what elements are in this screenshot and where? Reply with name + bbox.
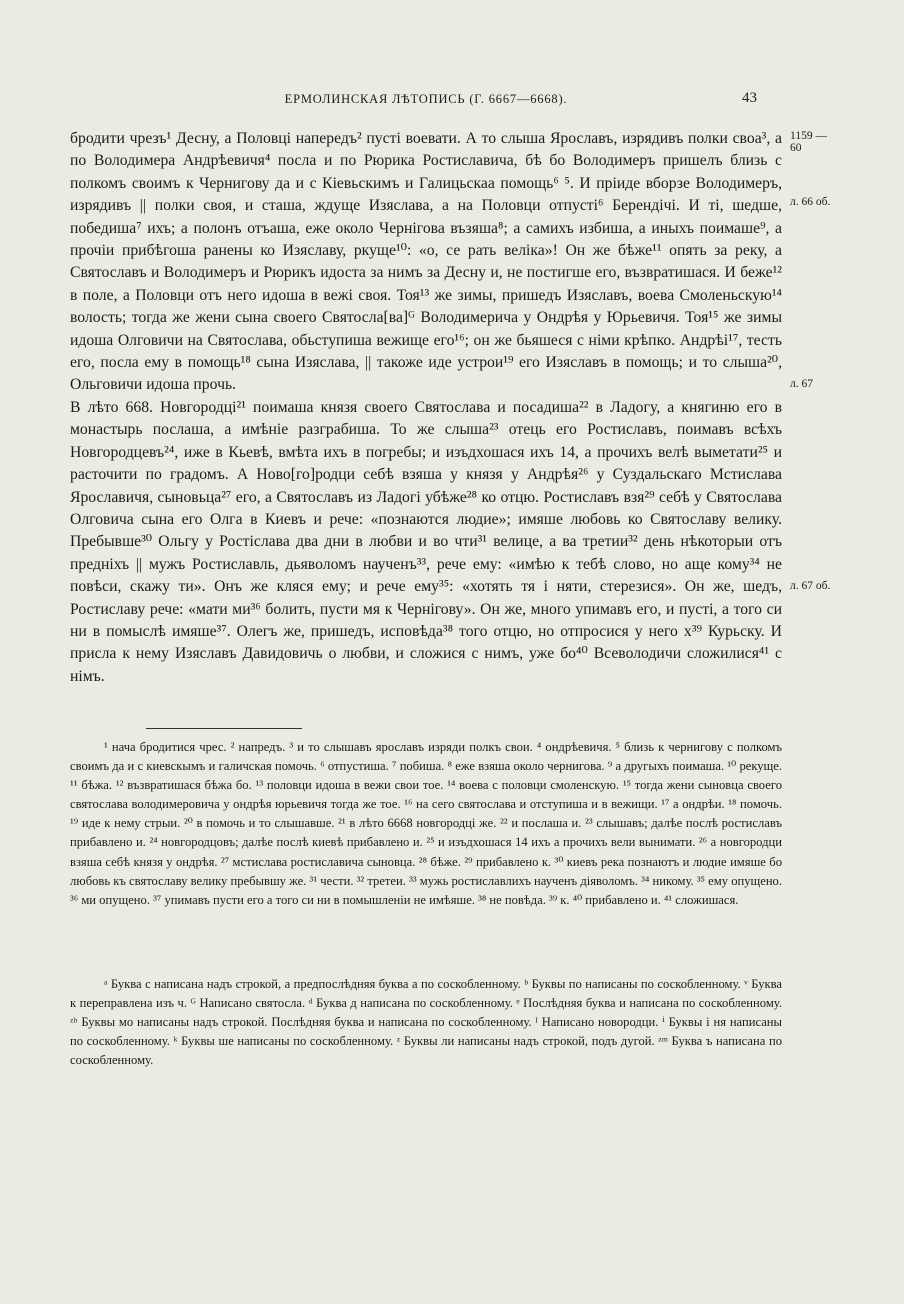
- chronicle-paragraph-6668: В лѣто 668. Новгородці²¹ поимаша князя своего Святослава и посадиша²² в Ладогу, а княгиню его в монастырь послаша, а имѣніе разграбиша. То же слыша²³ отець его Ростиславъ, поимавъ всѣхъ Новгородцевъ²⁴, иже в Кьевѣ, вмѣта ихъ в погребы; и изъдхошася ихъ 14, а прочихъ велѣ выметати²⁵ и расточити по градомъ. А Ново[го]родци себѣ взяша у князя у Андрѣя²⁶ у Суздальскаго Мстислава Ярославичя, сыновьца²⁷ его, а Святославъ из Ладогі убѣже²⁸ ко отцю. Ростиславъ взя²⁹ себѣ у Святослава Олговича сына его Олга в Киевъ и рече: «познаются людие»; имяше любовь ко Святославу велику. Пребывше³⁰ Ольгу у Ростіслава два дни в любви и во чти³¹ велице, а ва третии³² день нѣкоторыи отъ преднiхъ || мужъ Ростиславль, дьяволомъ наученъ³³, рече ему: «имѣю к тебѣ слово, но аще кому³⁴ не повѣси, скажу ти». Онъ же кляся ему; и рече ему³⁵: «хотять тя і няти, стерезися». Он же, шедъ, Ростиславу рече: «мати ми³⁶ болить, пусти мя к Чернігову». Он же, много упимавъ его, и пусті, а того си ни в помыслѣ имяше³⁷. Олегъ же, пришедъ, исповѣда³⁸ того отцю, но отпросися у него х³⁹ Курьску. И присла к нему Изяславъ Давидовичь о любви, и сложися с нимъ, уже бо⁴⁰ Всеволодичи сложилися⁴¹ с німъ.: [70, 398, 782, 685]
- textual-notes-text: ᵃ Буква с написана надъ строкой, а предпослѣдняя буква а по соскобленному. ᵇ Буквы по написаны по соскобленному. ᵛ Буква к переправлена изъ ч. ᴳ Написано святосла. ᵈ Буква д написана по соскобленному. ᵉ Послѣдняя буква и написана по соскобленному. ᶻʰ Буквы мо написаны надъ строкой. Послѣдняя буква и написана по соскобленному. ᴵ Написано новородци. ⁱ Буквы і ня написаны по соскобленному. ᵏ Буквы ше написаны по соскобленному. ᶻ Буквы ли написаны надъ строкой, подъ дугой. ᶻᵐ Буква ъ написана по соскобленному.: [70, 977, 782, 1068]
- running-title: ЕРМОЛИНСКАЯ ЛѢТОПИСЬ (Г. 6667—6668).: [284, 92, 568, 106]
- textual-notes: [70, 975, 782, 1070]
- footnotes-text: ¹ нача бродитися чрес. ² напредъ. ³ и то слышавъ ярославъ изряди полкъ свои. ⁴ ондрѣевичя. ⁵ близь к чернигову с полкомъ своимъ да и с киевскымъ и галичская помочь. ⁶ отпустиша. ⁷ побиша. ⁸ еже взяша около чернигова. ⁹ а другыхъ поимаша. ¹⁰ рекуще. ¹¹ бѣжа. ¹² възвратишася бѣжа бо. ¹³ половци идоша в вежи свои тое. ¹⁴ воева с половци смоленскую. ¹⁵ тогда жени сыновца своего святослава володимеровича у ондрѣя юрьевичя тогда же тое. ¹⁶ на сего святослава и отступиша и в вежищи. ¹⁷ а ондрѣи. ¹⁸ помочь. ¹⁹ иде к нему стрыи. ²⁰ в помочь и то слышавше. ²¹ в лѣто 6668 новгородці же. ²² и послаша и. ²³ слышавъ; далѣе послѣ ростиславъ прибавлено и. ²⁴ новгородцовъ; далѣе послѣ киевѣ прибавлено и. ²⁵ и изъдхошася 14 ихъ а прочихъ вели вынимати. ²⁶ а новгородци взяша себѣ князя у ондрѣя. ²⁷ мстислава ростиславича сыновца. ²⁸ бѣже. ²⁹ прибавлено к. ³⁰ киевъ река познаютъ и людие имяше бо любовь къ святославу велику пребывшу же. ³¹ чести. ³² третеи. ³³ мужь ростиславлихъ наученъ діяволомъ. ³⁴ никому. ³⁵ ему опущено. ³⁶ ми опущено. ³⁷ упимавъ пусти его а того си ни в помышленіи не имѣяше. ³⁸ не повѣда. ³⁹ к. ⁴⁰ прибавлено и. ⁴¹ сложишася.: [70, 740, 782, 907]
- chronicle-paragraph-6667: бродити чрезъ¹ Десну, а Половці напередъ² пусті воевати. А то слыша Ярославъ, изрядивъ полки своа³, а по Володимера Андрѣевичя⁴ посла и по Рюрика Ростиславича, бѣ бо Володимеръ пришелъ близь с полкомъ своимъ к Чернигову да и с Кіевьскимъ и Галицьскаа помощь⁶ ⁵. И пріиде вборзе Володимеръ, изрядивъ || полки своя, и сташа, ждуще Изяслава, а на Половци отпусті⁶ Берендічі. И ті, шедше, победиша⁷ ихъ; а полонъ отъаша, еже около Чернігова възяша⁸; а самихъ избиша, а иныхъ поимаше⁹, а прочіи прибѣгоша ранены ко Изяславу, ркуще¹⁰: «о, се рать веліка»! Он же бѣже¹¹ опять за реку, а Святославъ и Володимеръ и Рюрикъ идоста за нимъ за Десну и, не постигше его, възвратишася. И беже¹² в поле, а Половци отъ него идоша в вежі своя. Тоя¹³ же зимы, пришедъ Изяславъ, воева Смоленьскую¹⁴ волость; тогда же жени сына своего Святосла[ва]ᴳ Володимеричa у Ондрѣя у Юрьевичя. Тоя¹⁵ же зимы идоша Олговичи на Святослава, обьступиша вежище его¹⁶; он же бьяшеся с німи крѣпко. Андрѣі¹⁷, тесть его, посла ему в помощь¹⁸ сына Изяслава, || такоже иде устрои¹⁹ его Изяславъ в помощь; и то слыша²⁰, Ольговичи идоша прочь.: [70, 130, 782, 394]
- main-text: [70, 128, 782, 688]
- variant-footnotes: [70, 738, 782, 910]
- margin-folio-66v: л. 66 об.: [790, 196, 831, 208]
- footnote-divider: [146, 728, 302, 729]
- page-number: 43: [742, 90, 757, 106]
- margin-folio-67v: л. 67 об.: [790, 580, 831, 592]
- margin-years: 1159 —60: [790, 130, 827, 154]
- margin-folio-67: л. 67: [790, 378, 813, 390]
